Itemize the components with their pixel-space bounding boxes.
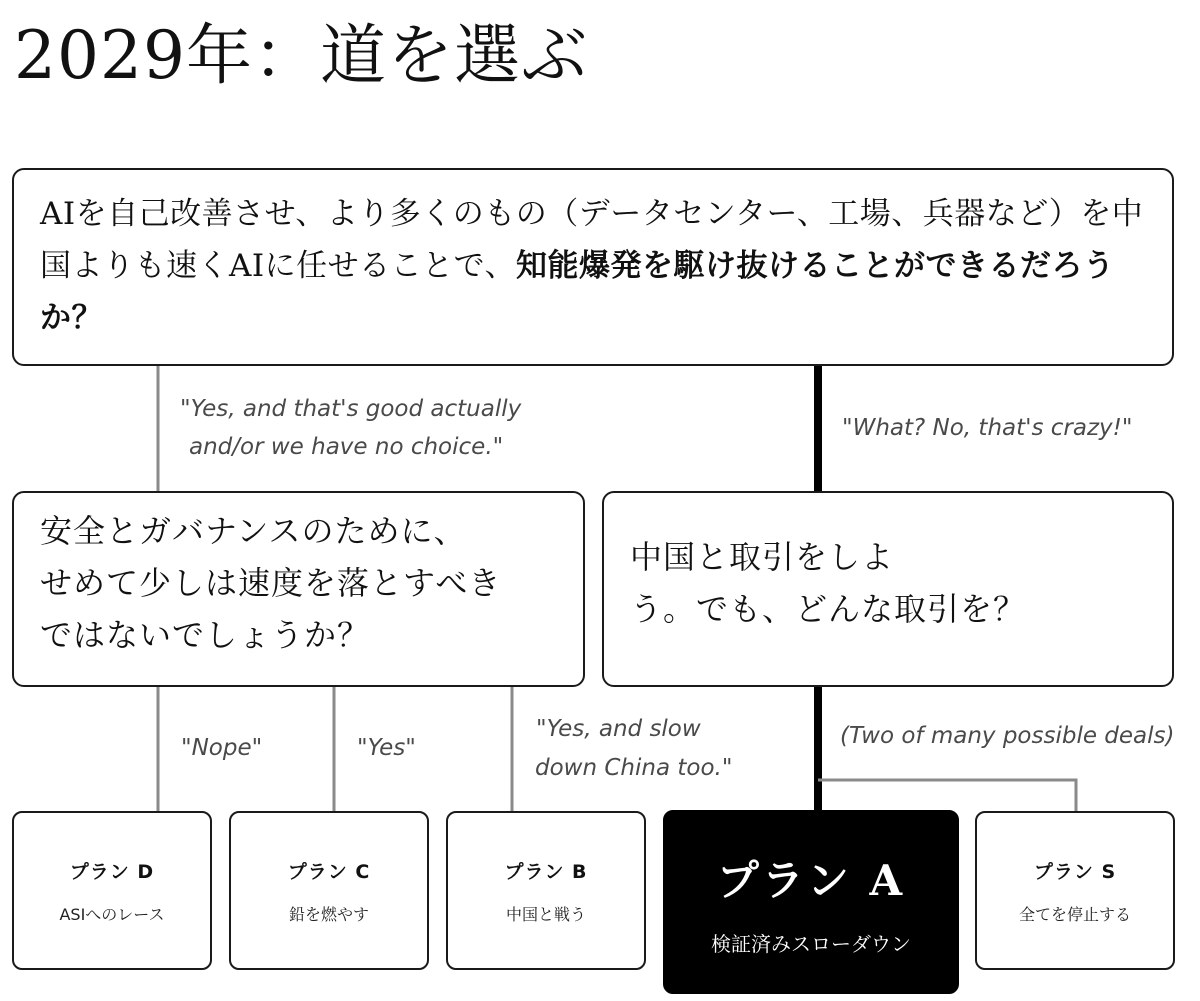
plan-d-desc: ASIへのレース <box>59 904 165 924</box>
plan-a-box <box>663 810 959 994</box>
plan-c-desc: 鉛を燃やす <box>288 904 369 924</box>
slow-down-question-line3: ではないでしょうか？ <box>40 616 371 654</box>
branch-label-yes-line1: "Yes, and that's good actually <box>180 396 522 422</box>
plan-b-box <box>446 811 646 970</box>
plan-a-name: プラン A <box>716 855 906 905</box>
plan-c-box <box>229 811 429 970</box>
branch-label-yes: "Yes" <box>357 735 416 761</box>
main-question-bold: 知能爆発を駆け抜けることができるだろうか？ <box>40 248 1115 336</box>
branch-label-yes-slow-line2: down China too." <box>535 755 733 781</box>
deal-question-line2: う。でも、どんな取引を？ <box>630 590 1027 628</box>
plan-s-desc: 全てを停止する <box>1018 904 1131 924</box>
branch-label-yes-slow-line1: "Yes, and slow <box>536 716 701 742</box>
deal-question-line1: 中国と取引をしよ <box>630 538 895 576</box>
branch-label-deals: (Two of many possible deals) <box>840 723 1175 749</box>
branch-label-no: "What? No, that's crazy!" <box>842 415 1133 441</box>
slow-down-question-box <box>12 491 585 687</box>
deal-question-box <box>602 491 1174 687</box>
main-question-text: AIを自己改善させ、より多くのもの（データセンター、工場、兵器など）を中国よりも速くAIに任せることで、 <box>40 196 1144 284</box>
main-question-box <box>12 168 1174 366</box>
page-title: 2029年：道を選ぶ <box>14 17 588 94</box>
connector-plan-s <box>818 780 1076 811</box>
plan-b-name: プラン B <box>504 860 588 883</box>
plan-b-desc: 中国と戦う <box>505 904 586 924</box>
slow-down-question-line2: せめて少しは速度を落とすべき <box>40 564 502 602</box>
plan-c-name: プラン C <box>287 860 371 883</box>
plan-a-desc: 検証済みスローダウン <box>711 931 911 956</box>
plan-s-name: プラン S <box>1033 860 1117 883</box>
plan-d-box <box>12 811 212 970</box>
branch-label-nope: "Nope" <box>181 735 263 761</box>
plan-d-name: プラン D <box>69 860 155 883</box>
plan-s-box <box>975 811 1175 970</box>
branch-label-yes-line2: and/or we have no choice." <box>189 434 504 460</box>
slow-down-question-line1: 安全とガバナンスのために、 <box>40 512 467 550</box>
